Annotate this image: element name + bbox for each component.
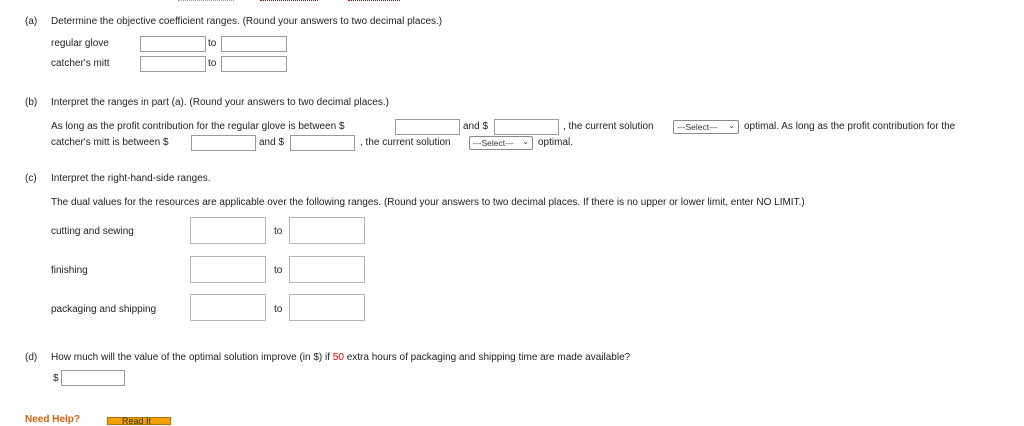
part-d-question-after: extra hours of packaging and shipping time are made available? (346, 352, 631, 363)
regular-glove-between-upper-input[interactable] (494, 119, 559, 135)
extra-hours-value: 50 (332, 352, 344, 363)
catchers-mitt-lower-input[interactable] (140, 56, 206, 72)
cutting-sewing-upper-input[interactable] (289, 217, 365, 244)
catchers-mitt-between-lower-input[interactable] (191, 135, 256, 151)
read-it-label: Read It (122, 416, 152, 426)
current-solution-select-1[interactable] (673, 120, 739, 134)
part-a-header: (a) (25, 16, 38, 27)
select-1-value: ---Select--- (677, 122, 718, 132)
cutting-sewing-lower-input[interactable] (190, 217, 266, 244)
cutting-sewing-to: to (274, 226, 283, 237)
part-b-line1-prefix: As long as the profit contribution for the regular glove is between $ (51, 121, 345, 132)
chevron-down-icon: ⌄ (728, 121, 735, 130)
part-c-header: (c) (25, 173, 37, 184)
part-b-line2-prefix: catcher's mitt is between $ (51, 137, 169, 148)
regular-glove-to: to (208, 38, 217, 49)
part-a-question: Determine the objective coefficient ranges. (Round your answers to two decimal places.) (51, 16, 443, 27)
cutting-sewing-label: cutting and sewing (51, 226, 134, 237)
regular-glove-lower-input[interactable] (140, 36, 206, 52)
packaging-shipping-to: to (274, 304, 283, 315)
need-help-label: Need Help? (25, 414, 81, 425)
finishing-to: to (274, 265, 283, 276)
read-it-button[interactable] (107, 417, 171, 425)
finishing-lower-input[interactable] (190, 256, 266, 283)
part-d-header: (d) (25, 352, 38, 363)
catchers-mitt-to: to (208, 58, 217, 69)
finishing-upper-input[interactable] (289, 256, 365, 283)
dollar-sign: $ (53, 373, 59, 384)
current-solution-select-2[interactable] (469, 136, 533, 150)
catchers-mitt-upper-input[interactable] (221, 56, 287, 72)
catchers-mitt-label: catcher's mitt (51, 58, 110, 69)
top-cutoff-line (260, 0, 318, 3)
regular-glove-between-lower-input[interactable] (395, 119, 460, 135)
part-b-and2: and $ (259, 137, 285, 148)
optimal-improvement-input[interactable] (61, 370, 125, 386)
part-b-line2-suffix: optimal. (538, 137, 574, 148)
select-2-value: ---Select--- (473, 138, 514, 148)
packaging-shipping-label: packaging and shipping (51, 304, 157, 315)
chevron-down-icon: ⌄ (522, 137, 529, 146)
regular-glove-upper-input[interactable] (221, 36, 287, 52)
part-c-instruction: The dual values for the resources are applicable over the following ranges. (Round your answers to two decimal places. If there is no upper or lower limit, enter NO LIMIT.) (51, 197, 805, 208)
regular-glove-label: regular glove (51, 38, 109, 49)
catchers-mitt-between-upper-input[interactable] (290, 135, 355, 151)
part-b-mid1: , the current solution (563, 121, 654, 132)
packaging-shipping-lower-input[interactable] (190, 294, 266, 321)
finishing-label: finishing (51, 265, 88, 276)
top-cutoff-line (178, 0, 234, 3)
part-b-mid2: , the current solution (360, 137, 451, 148)
part-b-line1-suffix: optimal. As long as the profit contribution for the (744, 121, 956, 132)
part-d-question-before: How much will the value of the optimal solution improve (in $) if (51, 352, 331, 363)
packaging-shipping-upper-input[interactable] (289, 294, 365, 321)
part-d-question (51, 352, 630, 363)
part-b-header: (b) (25, 97, 38, 108)
part-b-and1: and $ (463, 121, 489, 132)
part-c-question: Interpret the right-hand-side ranges. (51, 173, 211, 184)
top-cutoff-line (348, 0, 400, 3)
part-b-question: Interpret the ranges in part (a). (Round your answers to two decimal places.) (51, 97, 389, 108)
